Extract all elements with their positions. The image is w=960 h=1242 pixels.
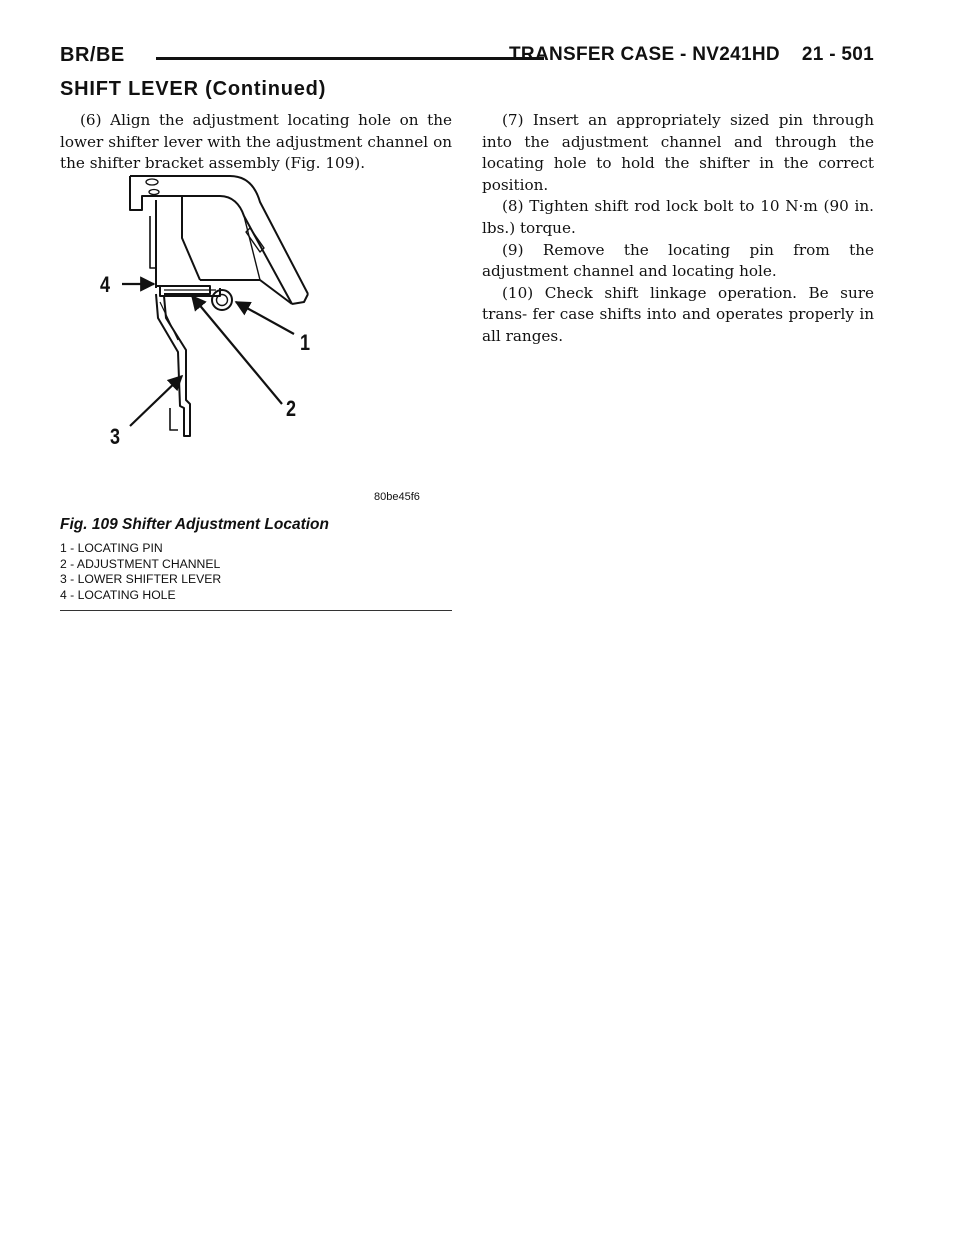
header-right (509, 44, 874, 66)
legend-rule (60, 610, 452, 611)
callout-3: 3 (110, 424, 121, 449)
shifter-illustration (60, 168, 452, 513)
left-column (60, 110, 452, 175)
legend-item: 1 - LOCATING PIN (60, 541, 163, 555)
paragraph-step-8: (8) Tighten shift rod lock bolt to 10 N·m (90 in. lbs.) torque. (482, 197, 874, 237)
header-rule (156, 57, 544, 60)
legend-item: 4 - LOCATING HOLE (60, 587, 176, 602)
section-title: SHIFT LEVER (Continued) (60, 78, 327, 100)
callout-1: 1 (300, 330, 311, 355)
right-column (482, 110, 874, 348)
paragraph-step-6: (6) Align the adjustment locating hole on the lower shifter lever with the adjustment channel on the shifter bracket assembly (Fig. 109). (60, 111, 452, 173)
paragraph-step-10: (10) Check shift linkage operation. Be sure trans- fer case shifts into and operates properly in all ranges. (482, 283, 874, 345)
header-page-number: 21 - 501 (801, 44, 874, 65)
figure-id: 80be45f6 (374, 491, 420, 503)
paragraph-step-7: (7) Insert an appropriately sized pin through into the adjustment channel and through the locating hole to hold the shifter in the correct position. (482, 111, 874, 194)
callout-4: 4 (100, 272, 111, 297)
legend-item: 3 - LOWER SHIFTER LEVER (60, 572, 222, 587)
shifter-adjustment-figure (60, 168, 452, 513)
figure-caption: Fig. 109 Shifter Adjustment Location (60, 516, 329, 533)
paragraph-step-9: (9) Remove the locating pin from the adjustment channel and locating hole. (482, 240, 874, 281)
figure-legend (60, 541, 452, 603)
legend-item: 2 - ADJUSTMENT CHANNEL (60, 556, 221, 571)
header-section-title: TRANSFER CASE - NV241HD (509, 44, 780, 65)
header-model-code: BR/BE (60, 44, 125, 66)
callout-2: 2 (286, 396, 297, 421)
page-header (60, 38, 874, 78)
